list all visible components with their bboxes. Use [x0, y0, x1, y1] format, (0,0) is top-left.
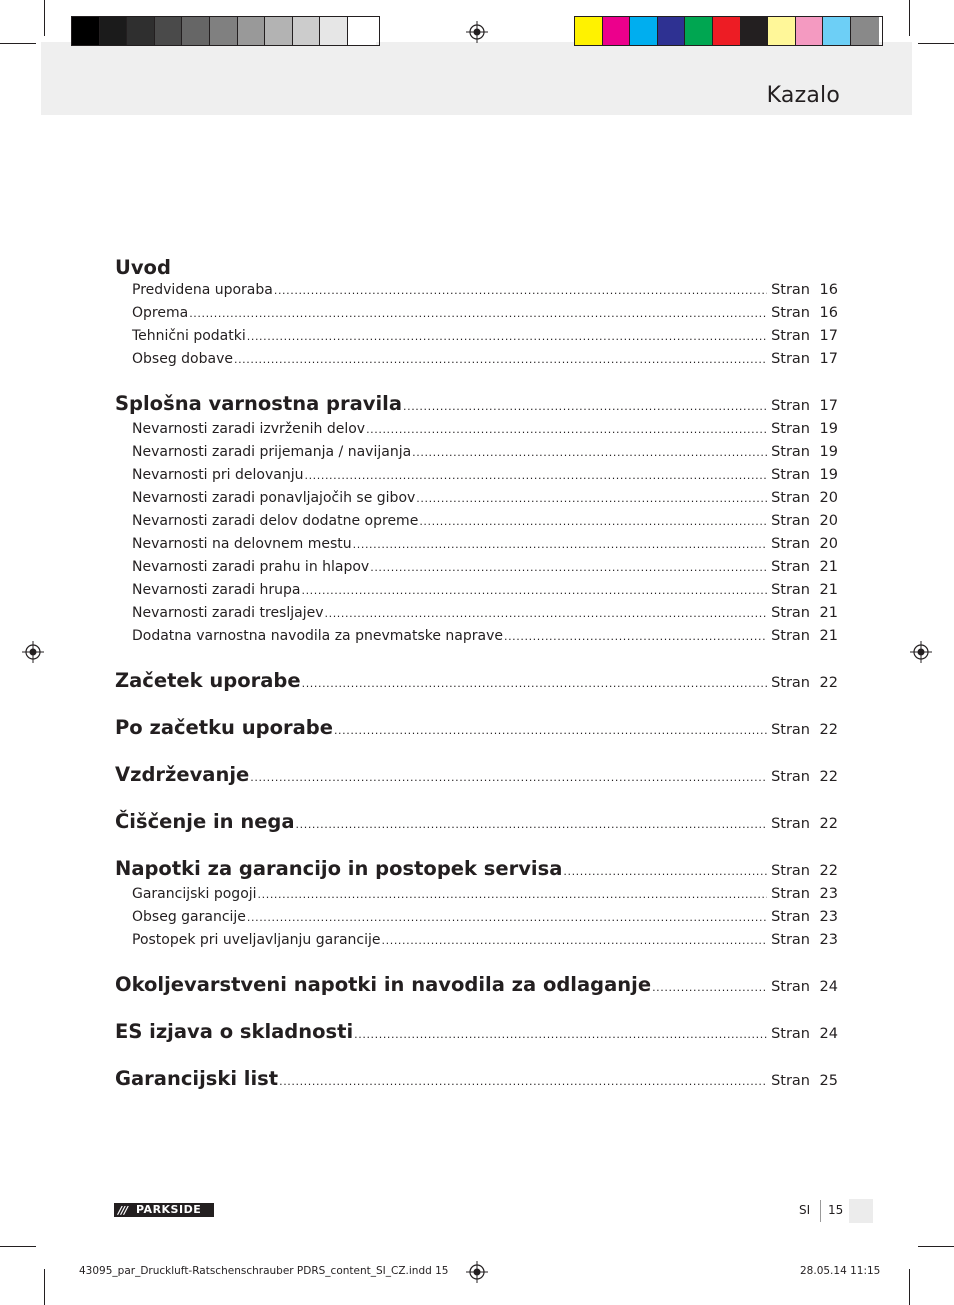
- dot-leader: [325, 603, 768, 625]
- entry-label: Postopek pri uveljavljanju garancije: [132, 932, 381, 948]
- gray-swatch: [155, 17, 183, 45]
- section-title: Okoljevarstveni napotki in navodila za odlaganje: [115, 973, 652, 996]
- dot-leader: [354, 1024, 767, 1046]
- toc-section: [115, 974, 838, 999]
- toc-section: [115, 393, 838, 648]
- page-label: Stran: [771, 628, 810, 644]
- toc-entry[interactable]: [115, 579, 838, 602]
- entry-label: Garancijski pogoji: [132, 886, 257, 902]
- color-swatch: [823, 17, 851, 45]
- entry-label: Obseg dobave: [132, 351, 233, 367]
- crop-mark: [909, 1269, 910, 1305]
- section-spacer: [115, 648, 838, 670]
- page-number: 22: [819, 863, 838, 879]
- page-number: 24: [819, 1026, 838, 1042]
- page-label: Stran: [771, 282, 810, 298]
- page-reference: [771, 556, 838, 578]
- brand-stripes-icon: ///: [118, 1204, 128, 1217]
- toc-section: [115, 811, 838, 836]
- page-label: Stran: [771, 816, 810, 832]
- gray-color-bar: [71, 16, 380, 46]
- toc-entry[interactable]: [115, 929, 838, 952]
- page-label: Stran: [771, 909, 810, 925]
- toc-entry[interactable]: [115, 906, 838, 929]
- entry-label: Obseg garancije: [132, 909, 246, 925]
- page-reference: [771, 883, 838, 905]
- crop-mark: [44, 1269, 45, 1305]
- section-title: ES izjava o skladnosti: [115, 1020, 354, 1043]
- entry-label: Nevarnosti zaradi izvrženih delov: [132, 421, 366, 437]
- gray-swatch: [100, 17, 128, 45]
- entry-label: Predvidena uporaba: [132, 282, 273, 298]
- footer-divider: [820, 1200, 821, 1222]
- dot-leader: [247, 326, 767, 348]
- page-number: 20: [819, 536, 838, 552]
- brand-name: PARKSIDE: [136, 1203, 202, 1216]
- page-reference: [771, 441, 838, 463]
- page-reference: [771, 672, 838, 694]
- page-label: Stran: [771, 305, 810, 321]
- entry-label: Nevarnosti na delovnem mestu: [132, 536, 352, 552]
- dot-leader: [274, 280, 767, 302]
- gray-swatch: [210, 17, 238, 45]
- dot-leader: [296, 814, 768, 836]
- page-reference: [771, 325, 838, 347]
- section-spacer: [115, 999, 838, 1021]
- dot-leader: [234, 349, 767, 371]
- page-label: Stran: [771, 467, 810, 483]
- page-number: 24: [819, 979, 838, 995]
- dot-leader: [301, 580, 767, 602]
- page-number: 21: [819, 628, 838, 644]
- color-swatch: [741, 17, 769, 45]
- page-reference: [771, 976, 838, 998]
- page-label: Stran: [771, 513, 810, 529]
- page-number: 19: [819, 421, 838, 437]
- color-swatch: [685, 17, 713, 45]
- toc-section-heading[interactable]: [115, 858, 838, 883]
- entry-label: Nevarnosti zaradi ponavljajočih se gibov: [132, 490, 416, 506]
- page-label: Stran: [771, 536, 810, 552]
- entry-label: Nevarnosti zaradi prijemanja / navijanja: [132, 444, 412, 460]
- entry-label: Nevarnosti zaradi tresljajev: [132, 605, 324, 621]
- page-reference: [771, 1070, 838, 1092]
- page-reference: [771, 719, 838, 741]
- dot-leader: [370, 557, 767, 579]
- dot-leader: [504, 626, 767, 648]
- toc-section: [115, 1068, 838, 1093]
- page-label: Stran: [771, 398, 810, 414]
- page-reference: [771, 279, 838, 301]
- toc-section-heading[interactable]: [115, 393, 838, 418]
- dot-leader: [247, 907, 767, 929]
- page-reference: [771, 906, 838, 928]
- toc-entry[interactable]: [115, 325, 838, 348]
- toc-entry[interactable]: [115, 279, 838, 302]
- toc-entry[interactable]: [115, 556, 838, 579]
- entry-label: Nevarnosti zaradi hrupa: [132, 582, 301, 598]
- dot-leader: [353, 534, 767, 556]
- dot-leader: [334, 720, 767, 742]
- language-code: SI: [799, 1203, 811, 1217]
- toc-section-heading[interactable]: [115, 1068, 838, 1093]
- table-of-contents: [115, 257, 838, 1093]
- color-swatch: [768, 17, 796, 45]
- registration-mark-icon: [22, 641, 44, 663]
- page-label: Stran: [771, 979, 810, 995]
- dot-leader: [302, 673, 767, 695]
- page-reference: [771, 766, 838, 788]
- dot-leader: [258, 884, 768, 906]
- page-reference: [771, 602, 838, 624]
- page-number: 23: [819, 909, 838, 925]
- color-swatch: [713, 17, 741, 45]
- crop-mark: [44, 0, 45, 36]
- section-spacer: [115, 371, 838, 393]
- page-title: Kazalo: [766, 83, 840, 108]
- page-reference: [771, 813, 838, 835]
- page-reference: [771, 579, 838, 601]
- page-label: Stran: [771, 444, 810, 460]
- dot-leader: [652, 977, 767, 999]
- page-number: 21: [819, 605, 838, 621]
- color-swatch: [603, 17, 631, 45]
- page-reference: [771, 533, 838, 555]
- page-reference: [771, 1023, 838, 1045]
- toc-entry[interactable]: [115, 418, 838, 441]
- page-reference: [771, 510, 838, 532]
- page-label: Stran: [771, 559, 810, 575]
- page-label: Stran: [771, 932, 810, 948]
- entry-label: Nevarnosti pri delovanju: [132, 467, 304, 483]
- page-number: 22: [819, 675, 838, 691]
- page-reference: [771, 395, 838, 417]
- registration-mark-icon: [466, 21, 488, 43]
- page-number: 16: [819, 305, 838, 321]
- entry-label: Nevarnosti zaradi delov dodatne opreme: [132, 513, 419, 529]
- gray-swatch: [293, 17, 321, 45]
- dot-leader: [563, 861, 767, 883]
- page-number: 19: [819, 467, 838, 483]
- page-reference: [771, 929, 838, 951]
- page-number: 21: [819, 582, 838, 598]
- page-number: 15: [828, 1203, 844, 1217]
- toc-entry[interactable]: [115, 602, 838, 625]
- page-label: Stran: [771, 328, 810, 344]
- section-spacer: [115, 836, 838, 858]
- toc-section: [115, 764, 838, 789]
- section-spacer: [115, 1046, 838, 1068]
- section-title: Začetek uporabe: [115, 669, 301, 692]
- page-reference: [771, 464, 838, 486]
- page-reference: [771, 348, 838, 370]
- page-label: Stran: [771, 605, 810, 621]
- page-number: 17: [819, 398, 838, 414]
- dot-leader: [189, 303, 767, 325]
- section-title: Čiščenje in nega: [115, 810, 295, 833]
- toc-section-heading[interactable]: [115, 670, 838, 695]
- dot-leader: [382, 930, 768, 952]
- page-reference: [771, 418, 838, 440]
- toc-entry[interactable]: [115, 883, 838, 906]
- toc-section-heading[interactable]: [115, 974, 838, 999]
- toc-section: [115, 257, 838, 371]
- crop-mark: [918, 1246, 954, 1247]
- page-label: Stran: [771, 769, 810, 785]
- gray-swatch: [72, 17, 100, 45]
- crop-mark: [909, 0, 910, 36]
- parkside-logo: [114, 1203, 214, 1217]
- page-label: Stran: [771, 675, 810, 691]
- page-label: Stran: [771, 421, 810, 437]
- page-reference: [771, 302, 838, 324]
- color-swatch: [658, 17, 686, 45]
- section-title: Po začetku uporabe: [115, 716, 333, 739]
- crop-mark: [0, 43, 36, 44]
- page-number: 17: [819, 328, 838, 344]
- gray-swatch: [265, 17, 293, 45]
- toc-section: [115, 717, 838, 742]
- registration-mark-icon: [466, 1261, 488, 1283]
- page-number: 25: [819, 1073, 838, 1089]
- registration-mark-icon: [910, 641, 932, 663]
- entry-label: Oprema: [132, 305, 189, 321]
- toc-entry[interactable]: [115, 441, 838, 464]
- section-title: Napotki za garancijo in postopek servisa: [115, 857, 563, 880]
- page-reference: [771, 860, 838, 882]
- page-number: 22: [819, 722, 838, 738]
- dot-leader: [416, 488, 767, 510]
- page-label: Stran: [771, 582, 810, 598]
- toc-section: [115, 858, 838, 952]
- gray-swatch: [348, 17, 376, 45]
- footer-page-box: [849, 1199, 873, 1223]
- page-number: 20: [819, 513, 838, 529]
- toc-section-heading[interactable]: [115, 717, 838, 742]
- toc-entry[interactable]: [115, 348, 838, 371]
- toc-section-heading[interactable]: [115, 811, 838, 836]
- section-spacer: [115, 789, 838, 811]
- slug-datetime: 28.05.14 11:15: [800, 1265, 881, 1277]
- gray-swatch: [238, 17, 266, 45]
- toc-section-heading[interactable]: [115, 1021, 838, 1046]
- page-number: 23: [819, 886, 838, 902]
- page-label: Stran: [771, 886, 810, 902]
- toc-section-heading[interactable]: [115, 764, 838, 789]
- section-spacer: [115, 742, 838, 764]
- gray-swatch: [127, 17, 155, 45]
- page-label: Stran: [771, 351, 810, 367]
- color-swatch: [796, 17, 824, 45]
- page-number: 17: [819, 351, 838, 367]
- page-label: Stran: [771, 863, 810, 879]
- page-number: 23: [819, 932, 838, 948]
- dot-leader: [403, 396, 767, 418]
- page-reference: [771, 625, 838, 647]
- section-title: Uvod: [115, 256, 171, 279]
- process-color-bar: [574, 16, 883, 46]
- crop-mark: [0, 1246, 36, 1247]
- dot-leader: [304, 465, 767, 487]
- toc-section: [115, 670, 838, 695]
- dot-leader: [250, 767, 767, 789]
- gray-swatch: [182, 17, 210, 45]
- dot-leader: [412, 442, 767, 464]
- page-number: 16: [819, 282, 838, 298]
- section-title: Splošna varnostna pravila: [115, 392, 403, 415]
- color-swatch: [851, 17, 879, 45]
- entry-label: Dodatna varnostna navodila za pnevmatske naprave: [132, 628, 503, 644]
- section-spacer: [115, 952, 838, 974]
- toc-entry[interactable]: [115, 302, 838, 325]
- slug-filename: 43095_par_Druckluft-Ratschenschrauber PDRS_content_SI_CZ.indd 15: [79, 1265, 449, 1277]
- page-number: 21: [819, 559, 838, 575]
- crop-mark: [918, 43, 954, 44]
- page-label: Stran: [771, 490, 810, 506]
- dot-leader: [366, 419, 767, 441]
- page-label: Stran: [771, 722, 810, 738]
- toc-entry[interactable]: [115, 510, 838, 533]
- page-number: 20: [819, 490, 838, 506]
- color-swatch: [575, 17, 603, 45]
- gray-swatch: [320, 17, 348, 45]
- page-number: 22: [819, 816, 838, 832]
- entry-label: Nevarnosti zaradi prahu in hlapov: [132, 559, 370, 575]
- page-label: Stran: [771, 1026, 810, 1042]
- section-title: Garancijski list: [115, 1067, 279, 1090]
- toc-section: [115, 1021, 838, 1046]
- page-label: Stran: [771, 1073, 810, 1089]
- entry-label: Tehnični podatki: [132, 328, 246, 344]
- toc-entry[interactable]: [115, 487, 838, 510]
- color-swatch: [630, 17, 658, 45]
- page-number: 22: [819, 769, 838, 785]
- toc-entry[interactable]: [115, 464, 838, 487]
- section-spacer: [115, 695, 838, 717]
- section-title: Vzdrževanje: [115, 763, 250, 786]
- toc-entry[interactable]: [115, 533, 838, 556]
- toc-entry[interactable]: [115, 625, 838, 648]
- page-reference: [771, 487, 838, 509]
- dot-leader: [279, 1071, 767, 1093]
- toc-section-heading[interactable]: [115, 257, 838, 279]
- dot-leader: [419, 511, 767, 533]
- page-number: 19: [819, 444, 838, 460]
